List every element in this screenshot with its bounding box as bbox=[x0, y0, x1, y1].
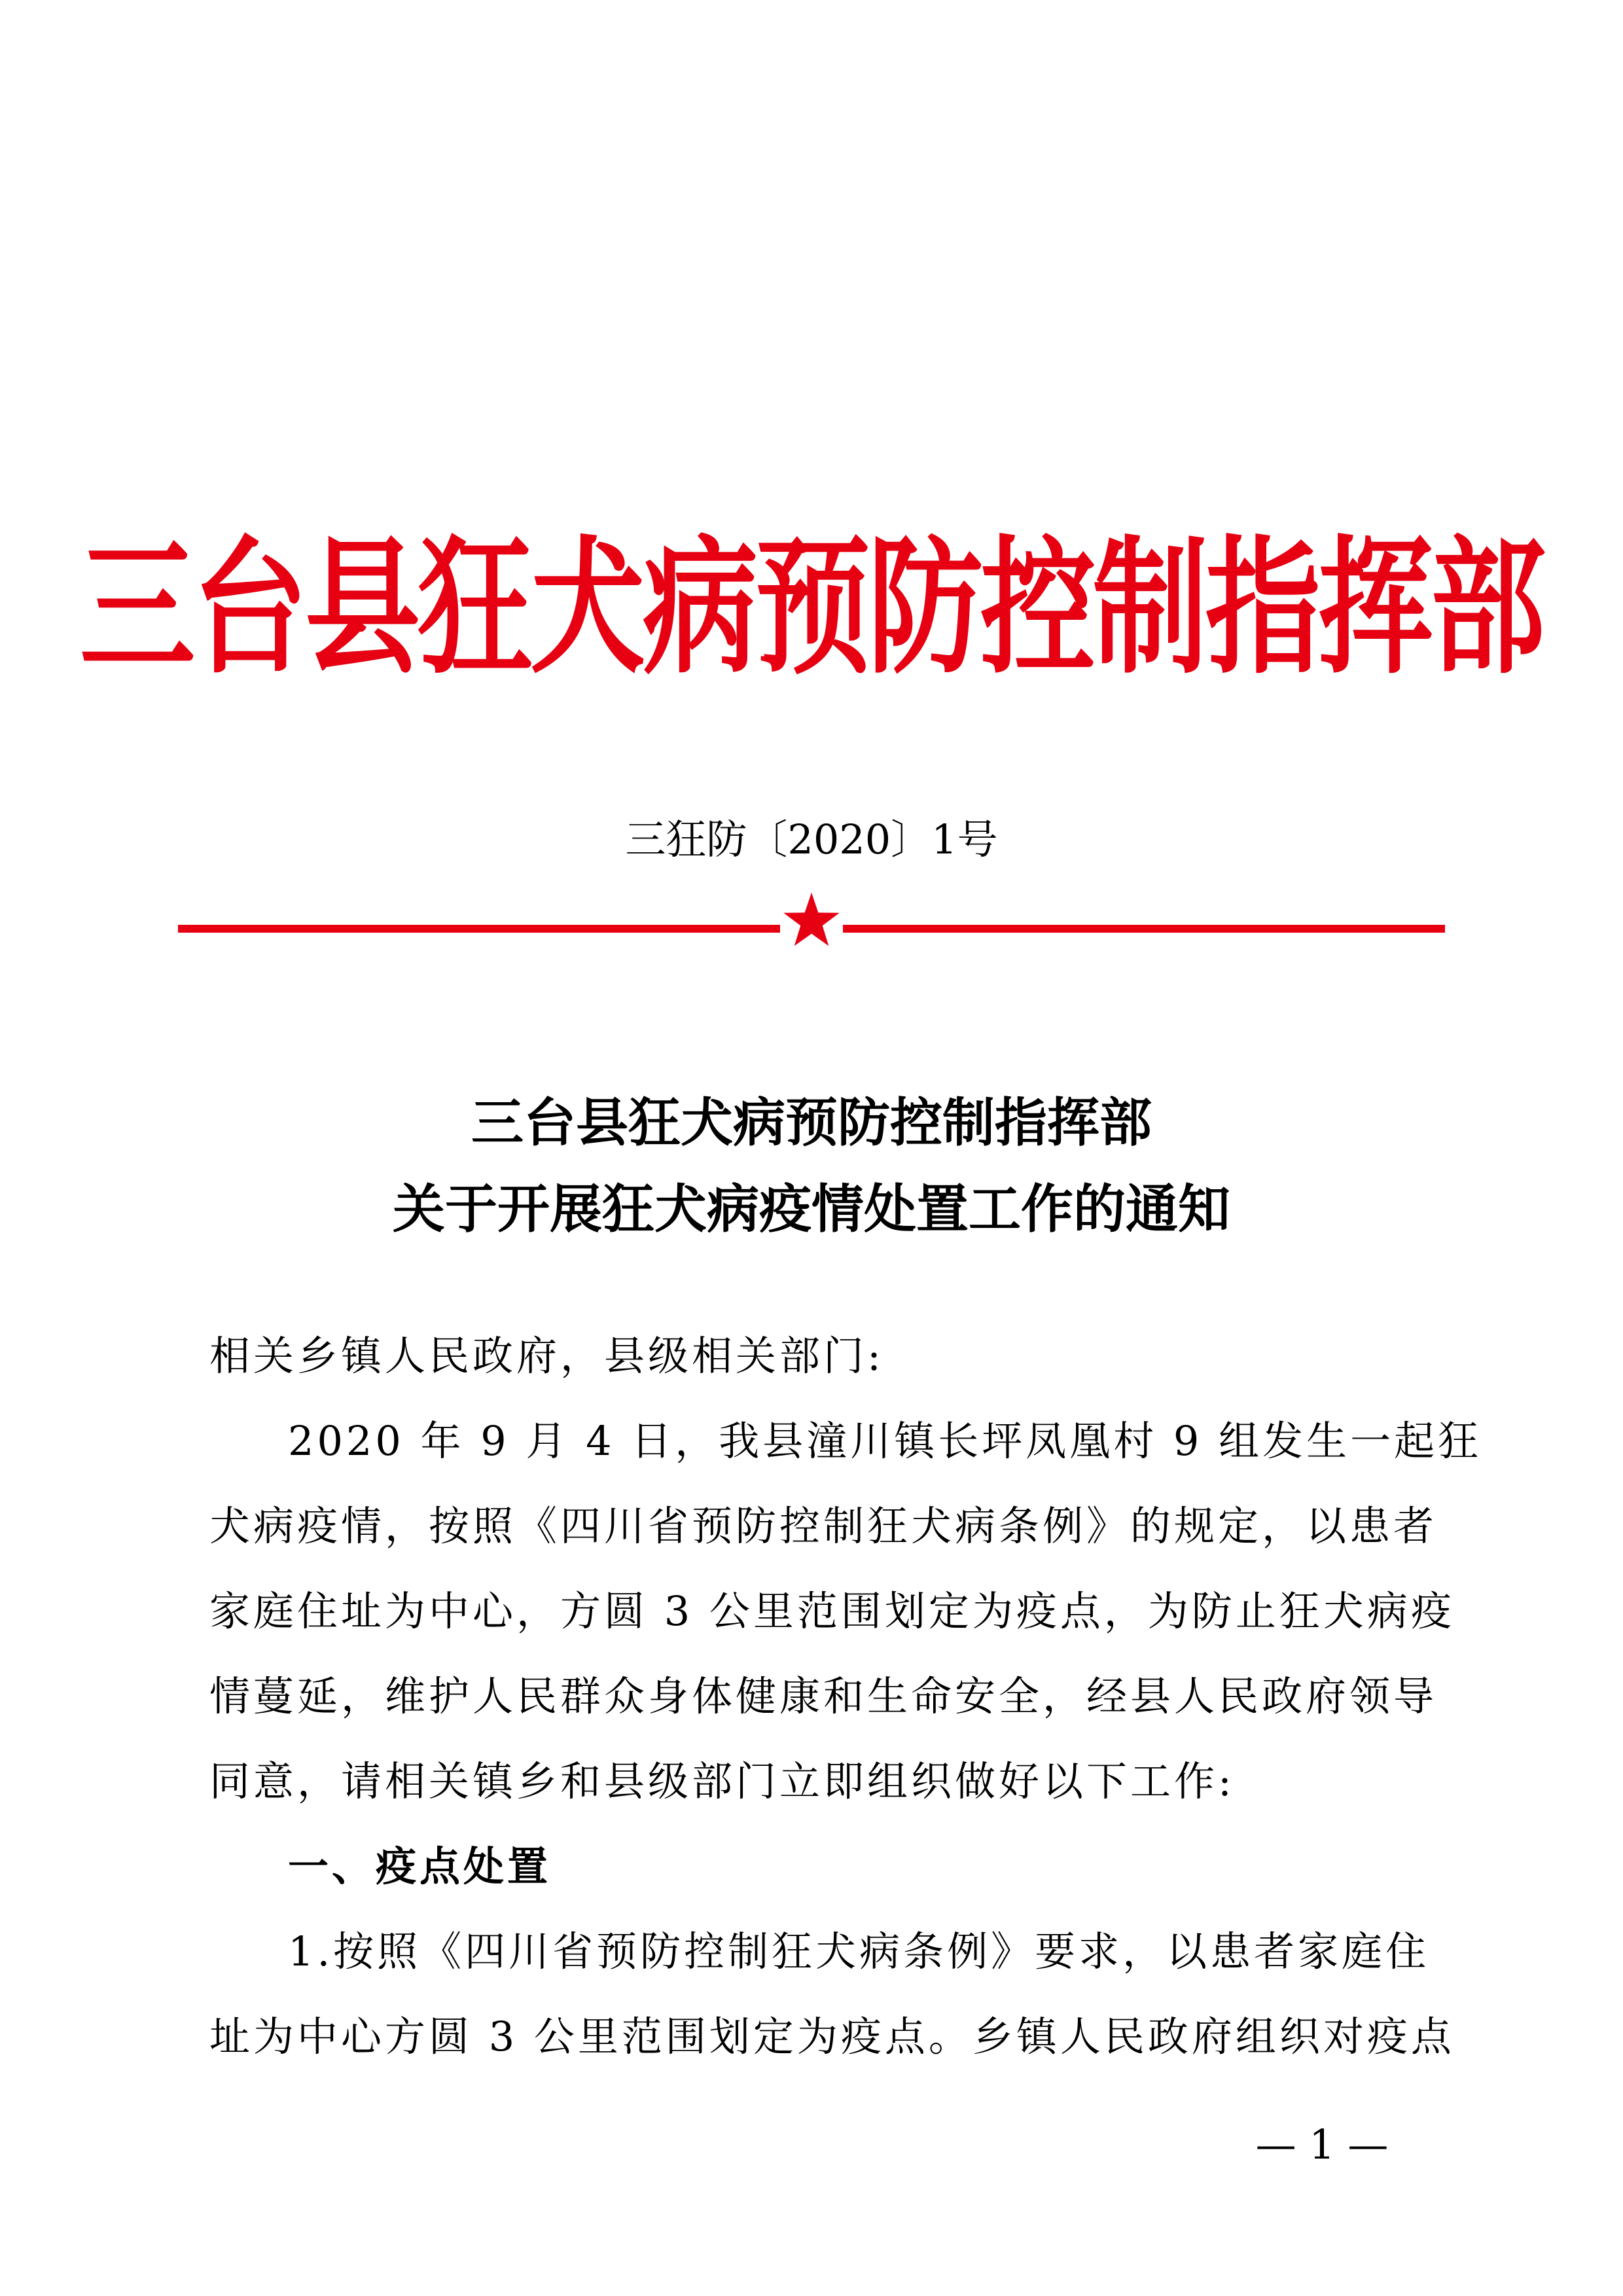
paragraph-line: 家庭住址为中心，方圆 3 公里范围划定为疫点，为防止狂犬病疫 bbox=[209, 1587, 1455, 1635]
paragraph-line: 2020 年 9 月 4 日，我县潼川镇长坪凤凰村 9 组发生一起狂 bbox=[288, 1417, 1482, 1465]
paragraph-line: 1.按照《四川省预防控制狂犬病条例》要求，以患者家庭住 bbox=[288, 1928, 1430, 1975]
page-number: — 1 — bbox=[1255, 2121, 1389, 2168]
salutation: 相关乡镇人民政府，县级相关部门: bbox=[209, 1332, 884, 1380]
red-rule-left bbox=[178, 925, 780, 933]
document-title-line-1: 三台县狂犬病预防控制指挥部 bbox=[471, 1092, 1152, 1153]
paragraph-line: 同意，请相关镇乡和县级部门立即组织做好以下工作: bbox=[209, 1757, 1235, 1805]
paragraph-line: 情蔓延，维护人民群众身体健康和生命安全，经县人民政府领导 bbox=[209, 1672, 1438, 1720]
red-rule-right bbox=[843, 925, 1445, 933]
paragraph-line: 犬病疫情，按照《四川省预防控制狂犬病条例》的规定，以患者 bbox=[209, 1502, 1438, 1550]
section-heading: 一、疫点处置 bbox=[288, 1842, 552, 1890]
document-number: 三狂防〔2020〕1号 bbox=[625, 816, 998, 863]
paragraph-line: 址为中心方圆 3 公里范围划定为疫点。乡镇人民政府组织对疫点 bbox=[209, 2013, 1455, 2060]
letterhead-org-name: 三台县狂犬病预防控制指挥部 bbox=[79, 522, 1543, 694]
star-icon bbox=[783, 891, 840, 949]
document-title-line-2: 关于开展狂犬病疫情处置工作的通知 bbox=[393, 1178, 1230, 1240]
